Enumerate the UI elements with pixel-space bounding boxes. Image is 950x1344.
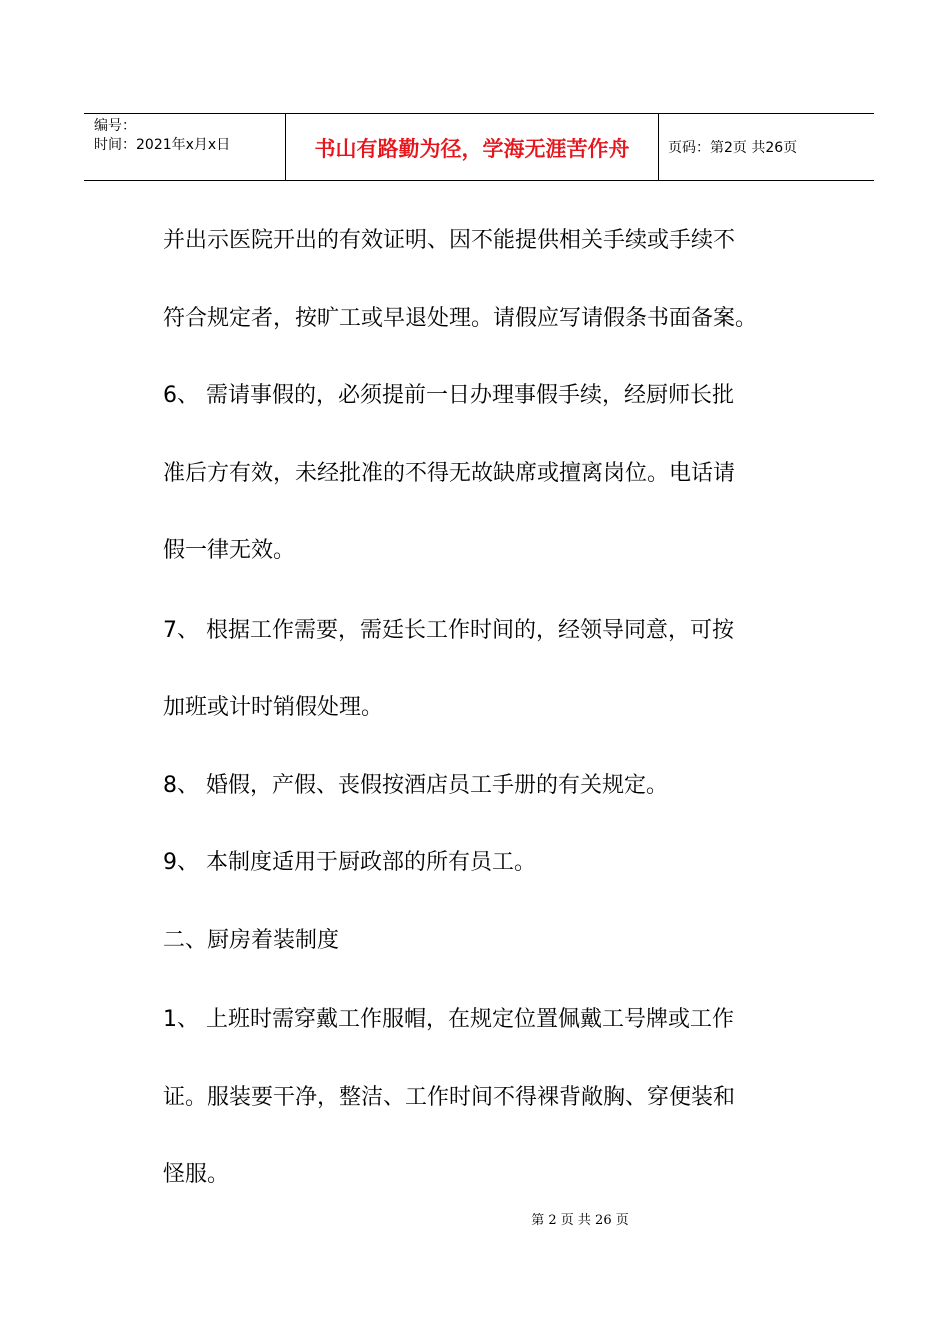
body-line: 1、 上班时需穿戴工作服帽，在规定位置佩戴工号牌或工作 bbox=[163, 1007, 734, 1032]
body-line: 7、 根据工作需要，需廷长工作时间的，经领导同意，可按 bbox=[163, 618, 734, 643]
body-line: 证。服装要干净，整洁、工作时间不得裸背敞胸、穿便装和 bbox=[163, 1085, 736, 1110]
body-line: 并出示医院开出的有效证明、因不能提供相关手续或手续不 bbox=[163, 228, 736, 253]
motto-text: 书山有路勤为径，学海无涯苦作舟 bbox=[314, 137, 630, 161]
body-line: 9、 本制度适用于厨政部的所有员工。 bbox=[163, 850, 536, 875]
body-line: 符合规定者，按旷工或早退处理。请假应写请假条书面备案。 bbox=[163, 306, 758, 331]
time-label: 时间：2021年x月x日 bbox=[94, 137, 231, 153]
body-line: 怪服。 bbox=[163, 1162, 230, 1187]
page-footer: 第 2 页 共 26 页 bbox=[531, 1213, 629, 1228]
document-header bbox=[84, 113, 874, 181]
body-line: 准后方有效，未经批准的不得无故缺席或擅离岗位。电话请 bbox=[163, 461, 736, 486]
header-meta-cell bbox=[84, 114, 285, 180]
body-line: 假一律无效。 bbox=[163, 538, 296, 563]
header-motto-cell bbox=[285, 114, 659, 180]
body-line: 加班或计时销假处理。 bbox=[163, 695, 384, 720]
section-heading: 二、厨房着装制度 bbox=[163, 928, 340, 953]
body-line: 6、 需请事假的，必须提前一日办理事假手续，经厨师长批 bbox=[163, 383, 734, 408]
header-page-cell bbox=[659, 114, 874, 180]
body-line: 8、 婚假，产假、丧假按酒店员工手册的有关规定。 bbox=[163, 773, 668, 798]
serial-number-label: 编号： bbox=[94, 118, 136, 134]
header-page-info: 页码：第2页 共26页 bbox=[668, 140, 798, 156]
